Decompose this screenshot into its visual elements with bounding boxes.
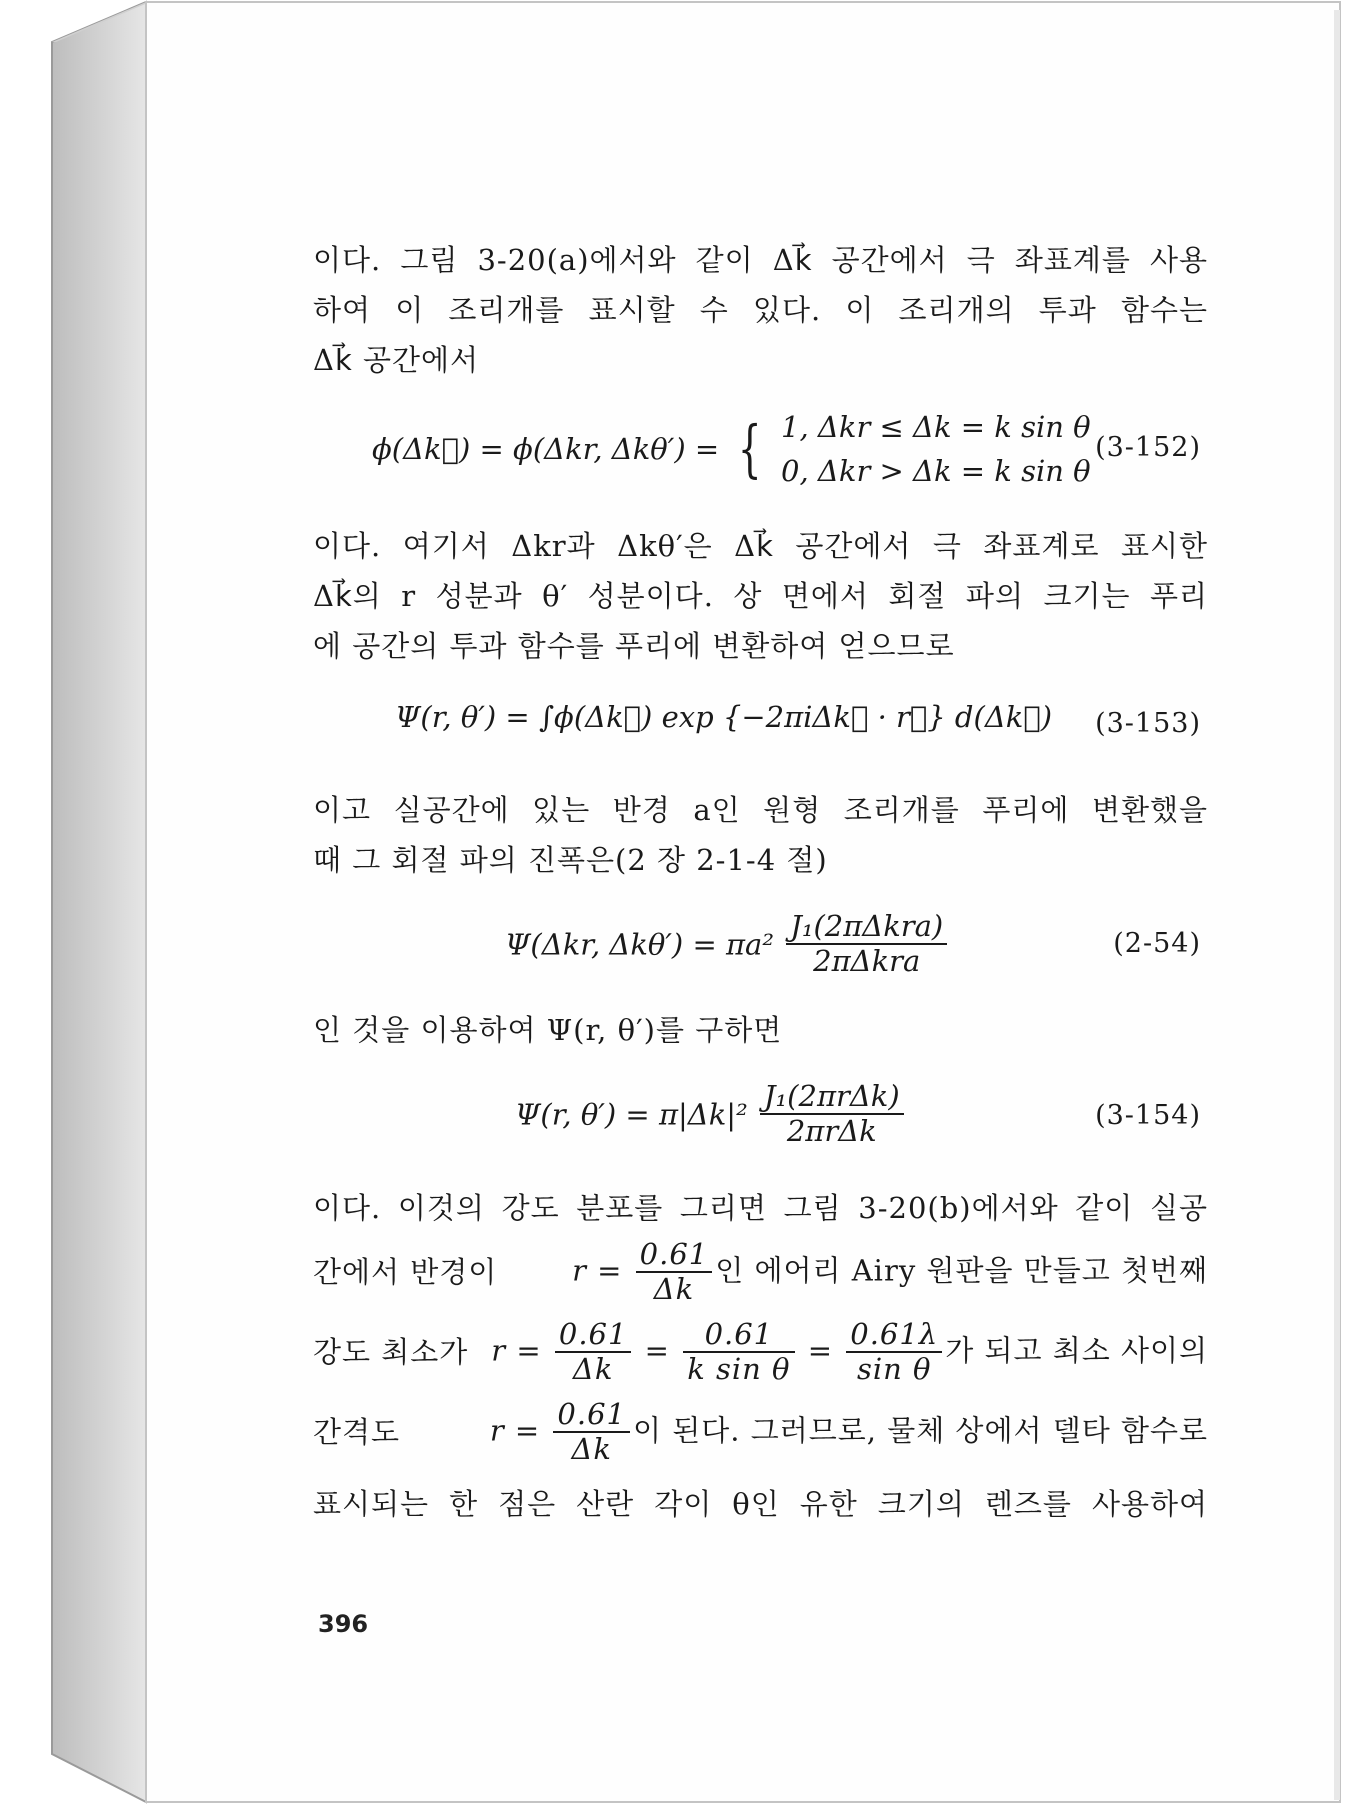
paragraph-1-line-2: 하여 이 조리개를 표시할 수 있다. 이 조리개의 투과 함수는 bbox=[313, 293, 1208, 327]
paragraph-5-line-4-start: 간격도 bbox=[313, 1414, 401, 1449]
paragraph-5-line-1: 이다. 이것의 강도 분포를 그리면 그림 3-20(b)에서와 같이 실공 bbox=[313, 1191, 1208, 1225]
equation-number-3-154: (3-154) bbox=[1095, 1100, 1201, 1131]
minimum-r-symbol: r = bbox=[491, 1333, 542, 1368]
radius-symbol: r = bbox=[572, 1253, 623, 1288]
equation-2-54 bbox=[505, 910, 950, 979]
page-number: 396 bbox=[318, 1610, 369, 1638]
minimum-expression bbox=[491, 1318, 1208, 1387]
paragraph-5-line-3-start: 강도 최소가 bbox=[313, 1334, 469, 1369]
paragraph-3-line-2: 때 그 회절 파의 진폭은(2 장 2-1-4 절) bbox=[313, 843, 828, 877]
equation-3-152-cases bbox=[781, 405, 1091, 493]
equation-2-54-numerator: J₁(2πΔkra) bbox=[786, 910, 947, 945]
radius-expression bbox=[572, 1238, 1208, 1307]
paragraph-4-line-1: 인 것을 이용하여 Ψ(r, θ′)를 구하면 bbox=[313, 1013, 783, 1047]
paragraph-5-line-4-end: 이 된다. 그러므로, 물체 상에서 델타 함수로 bbox=[633, 1413, 1208, 1448]
equation-3-152-lhs: ϕ(Δk⃗) = ϕ(Δkr, Δkθ′) = bbox=[372, 432, 720, 466]
equation-3-152-brace: { bbox=[738, 412, 762, 485]
minimum-fraction-3 bbox=[846, 1318, 942, 1387]
minimum-fraction-3-numerator: 0.61λ bbox=[846, 1318, 942, 1353]
equals-sign-2: = bbox=[807, 1333, 834, 1368]
equation-3-154 bbox=[515, 1080, 907, 1149]
spacing-fraction-numerator: 0.61 bbox=[553, 1398, 630, 1433]
minimum-fraction-1 bbox=[555, 1318, 632, 1387]
paragraph-5-line-5: 표시되는 한 점은 산란 각이 θ인 유한 크기의 렌즈를 사용하여 bbox=[313, 1487, 1208, 1521]
equation-3-154-denominator: 2πrΔk bbox=[786, 1114, 877, 1149]
paragraph-5-line-2-end: 인 에어리 Airy 원판을 만들고 첫번째 bbox=[715, 1253, 1208, 1288]
equation-number-2-54: (2-54) bbox=[1113, 928, 1201, 959]
minimum-fraction-1-denominator: Δk bbox=[572, 1352, 614, 1387]
equation-number-3-153: (3-153) bbox=[1095, 708, 1201, 739]
equation-2-54-denominator: 2πΔkra bbox=[813, 944, 921, 979]
minimum-fraction-3-denominator: sin θ bbox=[856, 1352, 932, 1387]
paragraph-5-line-3-end: 가 되고 최소 사이의 bbox=[945, 1333, 1208, 1368]
paragraph-2-line-3: 에 공간의 투과 함수를 푸리에 변환하여 얻으므로 bbox=[313, 629, 955, 663]
equation-2-54-lhs: Ψ(Δkr, Δkθ′) = πa² bbox=[505, 927, 774, 962]
equation-number-3-152: (3-152) bbox=[1095, 432, 1201, 463]
paragraph-5-line-4 bbox=[313, 1398, 1208, 1467]
equation-3-154-lhs: Ψ(r, θ′) = π|Δk|² bbox=[515, 1097, 748, 1132]
paragraph-5-line-3 bbox=[313, 1318, 1208, 1387]
spacing-fraction bbox=[553, 1398, 630, 1467]
minimum-fraction-2-denominator: k sin θ bbox=[687, 1352, 791, 1387]
paragraph-5-line-2 bbox=[313, 1238, 1208, 1307]
equation-3-152-case-2: 0, Δkr > Δk = k sin θ bbox=[781, 454, 1091, 488]
radius-fraction-numerator: 0.61 bbox=[636, 1238, 713, 1273]
paragraph-1-line-3: Δk⃗ 공간에서 bbox=[313, 343, 480, 377]
equation-3-153: Ψ(r, θ′) = ∫ϕ(Δk⃗) exp {−2πiΔk⃗ · r⃗} d(Δk⃗) bbox=[395, 700, 1053, 734]
paragraph-2-line-1: 이다. 여기서 Δkr과 Δkθ′은 Δk⃗ 공간에서 극 좌표계로 표시한 bbox=[313, 529, 1208, 563]
paragraph-5-line-2-start: 간에서 반경이 bbox=[313, 1254, 498, 1289]
minimum-fraction-2 bbox=[683, 1318, 794, 1387]
radius-fraction bbox=[636, 1238, 713, 1307]
equation-3-152 bbox=[372, 405, 1091, 493]
book-spine bbox=[52, 2, 146, 1802]
radius-fraction-denominator: Δk bbox=[653, 1272, 695, 1307]
equation-3-154-numerator: J₁(2πrΔk) bbox=[760, 1080, 904, 1115]
paragraph-2-line-2: Δk⃗의 r 성분과 θ′ 성분이다. 상 면에서 회절 파의 크기는 푸리 bbox=[313, 579, 1208, 613]
page-shadow bbox=[1334, 10, 1340, 1800]
equation-3-152-case-1: 1, Δkr ≤ Δk = k sin θ bbox=[781, 410, 1091, 444]
paragraph-1-line-1: 이다. 그림 3-20(a)에서와 같이 Δk⃗ 공간에서 극 좌표계를 사용 bbox=[313, 243, 1208, 277]
minimum-fraction-2-numerator: 0.61 bbox=[683, 1318, 794, 1353]
spacing-fraction-denominator: Δk bbox=[571, 1432, 612, 1467]
equals-sign-1: = bbox=[644, 1333, 670, 1368]
spacing-expression bbox=[490, 1398, 1208, 1467]
minimum-fraction-1-numerator: 0.61 bbox=[555, 1318, 632, 1353]
spacing-r-symbol: r = bbox=[489, 1413, 541, 1448]
equation-2-54-fraction bbox=[786, 910, 947, 979]
paragraph-3-line-1: 이고 실공간에 있는 반경 a인 원형 조리개를 푸리에 변환했을 bbox=[313, 793, 1208, 827]
equation-3-154-fraction bbox=[760, 1080, 904, 1149]
